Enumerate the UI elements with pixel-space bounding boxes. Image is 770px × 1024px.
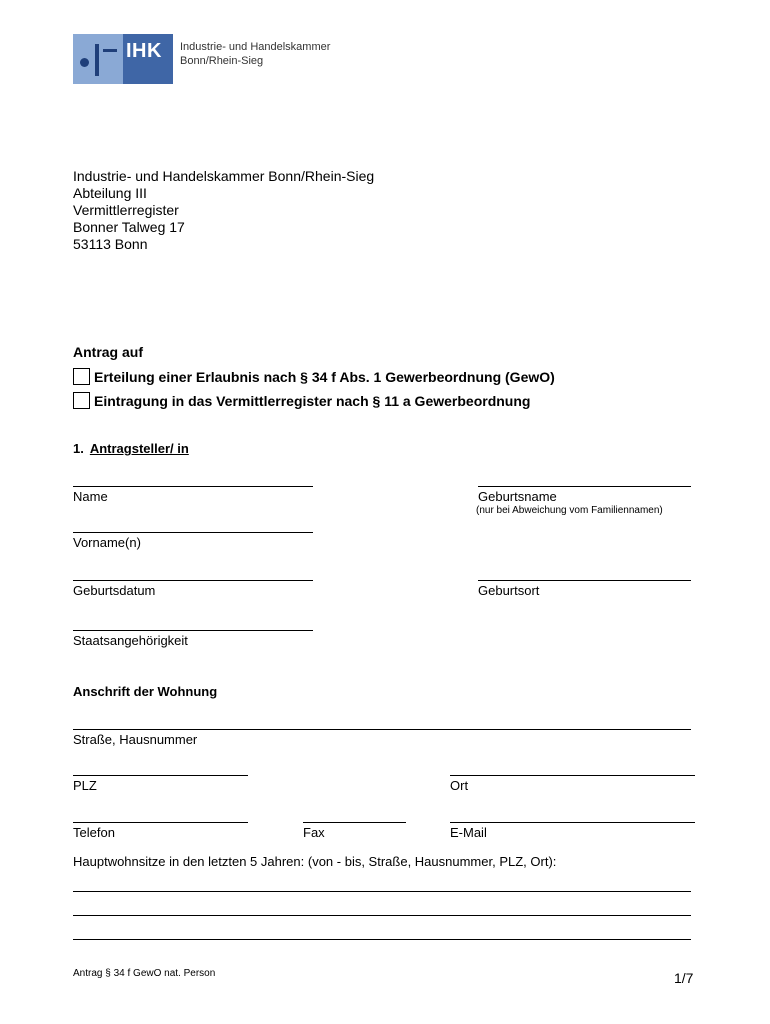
phone-field[interactable] [73,822,248,823]
nationality-field[interactable] [73,630,313,631]
birth-place-label: Geburtsort [478,583,540,598]
address-line1: Industrie- und Handelskammer Bonn/Rhein-Sieg [73,168,375,184]
name-label: Name [73,489,108,504]
ihk-logo [73,34,173,84]
zip-field[interactable] [73,775,248,776]
logo-dot [80,58,89,67]
nationality-label: Staatsangehörigkeit [73,633,188,648]
zip-label: PLZ [73,778,97,793]
city-field[interactable] [450,775,695,776]
application-title: Antrag auf [73,344,143,360]
address-line5: 53113 Bonn [73,236,148,252]
section-1-heading [73,441,189,456]
option-permit[interactable] [73,368,555,385]
register-checkbox[interactable] [73,392,90,409]
option-register-label: Eintragung in das Vermittlerregister nach § 11 a Gewerbeordnung [94,392,531,409]
option-register[interactable] [73,392,530,409]
address-line4: Bonner Talweg 17 [73,219,185,235]
birth-date-field[interactable] [73,580,313,581]
logo-text [180,40,330,68]
birth-name-note: (nur bei Abweichung vom Familiennamen) [476,505,663,516]
fax-label: Fax [303,825,325,840]
section-title: Antragsteller/ in [89,441,189,456]
footer-text: Antrag § 34 f GewO nat. Person [73,968,216,979]
birth-place-field[interactable] [478,580,691,581]
option-permit-label: Erteilung einer Erlaubnis nach § 34 f Abs. 1 Gewerbeordnung (GewO) [94,368,555,385]
logo-bar [95,44,99,76]
address-line3: Vermittlerregister [73,202,179,218]
residence-heading: Anschrift der Wohnung [73,684,218,699]
birth-date-label: Geburtsdatum [73,583,156,598]
first-names-field[interactable] [73,532,313,533]
fax-field[interactable] [303,822,406,823]
recipient-address [73,168,374,253]
logo-line2: Bonn/Rhein-Sieg [180,55,264,67]
logo-line1: Industrie- und Handelskammer [180,41,331,53]
name-field[interactable] [73,486,313,487]
phone-label: Telefon [73,825,115,840]
street-label: Straße, Hausnummer [73,732,198,747]
logo-dash [103,49,117,52]
first-names-label: Vorname(n) [73,535,141,550]
birth-name-field[interactable] [478,486,691,487]
email-field[interactable] [450,822,695,823]
page-number: 1/7 [674,970,694,986]
city-label: Ort [450,778,469,793]
previous-residence-line-1[interactable] [73,891,691,892]
previous-residences-label: Hauptwohnsitze in den letzten 5 Jahren: (von - bis, Straße, Hausnummer, PLZ, Ort): [73,854,557,869]
permit-checkbox[interactable] [73,368,90,385]
previous-residence-line-3[interactable] [73,939,691,940]
address-line2: Abteilung III [73,185,147,201]
logo-abbr: IHK [126,40,162,62]
section-number: 1. [73,441,84,456]
street-field[interactable] [73,729,691,730]
previous-residence-line-2[interactable] [73,915,691,916]
email-label: E-Mail [450,825,487,840]
birth-name-label: Geburtsname [478,489,557,504]
